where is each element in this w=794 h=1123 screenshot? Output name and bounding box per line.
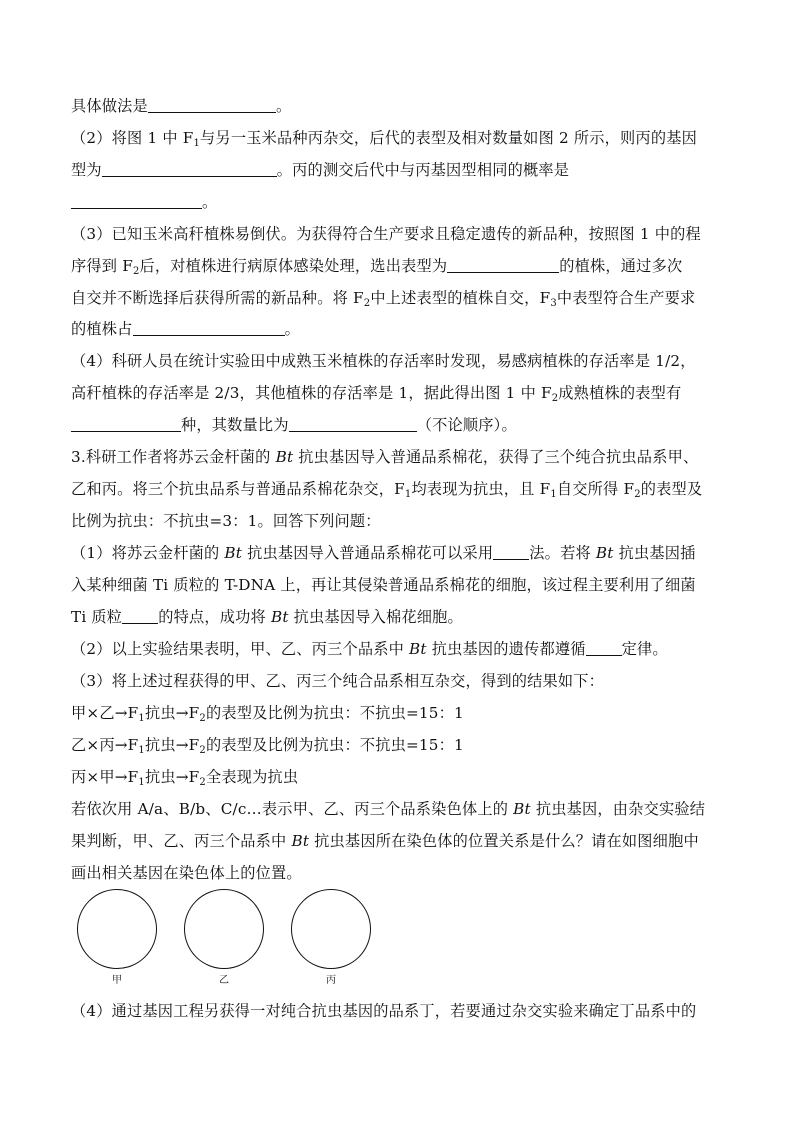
text-line: 画出相关基因在染色体上的位置。 — [71, 864, 302, 882]
text-line: 比例为抗虫：不抗虫=3：1。回答下列问题： — [71, 512, 381, 530]
text-line: 3.科研工作者将苏云金杆菌的 Bt 抗虫基因导入普通品系棉花，获得了三个纯合抗虫品系甲、 — [71, 448, 699, 466]
answer-blank[interactable] — [493, 544, 529, 560]
text-line: 序得到 $F_2$后，对植株进行病原体感染处理，选出表型为 的植株，通过多次 — [71, 257, 683, 277]
text-line: 型为 。丙的测交后代中与丙基因型相同的概率是 — [71, 161, 570, 179]
answer-blank[interactable] — [102, 161, 277, 177]
answer-blank[interactable] — [148, 97, 276, 113]
text-line: （3）已知玉米高秆植株易倒伏。为获得符合生产要求且稳定遗传的新品种，按照图 1 中的程 — [71, 225, 701, 243]
cell-label: 乙 — [219, 975, 229, 986]
answer-blank[interactable] — [289, 416, 417, 432]
text-line: 的植株占 。 — [71, 320, 300, 338]
text-line: 果判断，甲、乙、丙三个品系中 Bt 抗虫基因所在染色体的位置关系是什么？请在如图细胞中 — [71, 832, 699, 850]
text-line: 乙和丙。将三个抗虫品系与普通品系棉花杂交，$F_1$均表现为抗虫，且 $F_1$自交所得 $F_2$的表型及 — [71, 480, 703, 500]
text-line: （4）通过基因工程另获得一对纯合抗虫基因的品系丁，若要通过杂交实验来确定丁品系中的 — [71, 1002, 697, 1020]
cell-label: 甲 — [112, 975, 122, 986]
text-line: 高秆植株的存活率是 2/3，其他植株的存活率是 1，据此得出图 1 中 $F_2$成熟植株的表型有 — [71, 384, 682, 404]
text-line: （2）将图 1 中 $F_1$与另一玉米品种丙杂交，后代的表型及相对数量如图 2 所示，则丙的基因 — [71, 129, 697, 149]
cell-circle-jia[interactable] — [77, 889, 157, 969]
text-line: （2）以上实验结果表明，甲、乙、丙三个品系中 Bt 抗虫基因的遗传都遵循 定律。 — [71, 640, 668, 658]
text-line: （3）将上述过程获得的甲、乙、丙三个纯合品系相互杂交，得到的结果如下： — [71, 672, 605, 690]
text-line: 甲×乙$\to F_1$抗虫$\to F_2$的表型及比例为抗虫：不抗虫=15：1 — [71, 704, 464, 724]
answer-blank[interactable] — [122, 608, 158, 624]
text-line: 丙×甲$\to F_1$抗虫$\to F_2$全表现为抗虫 — [71, 768, 299, 788]
text-line: 种，其数量比为 （不论顺序）。 — [71, 415, 517, 435]
answer-blank[interactable] — [71, 193, 202, 209]
text-line: （4）科研人员在统计实验田中成熟玉米植株的存活率时发现，易感病植株的存活率是 1/2， — [71, 352, 696, 370]
answer-blank[interactable] — [586, 640, 622, 656]
text-line: Ti 质粒 的特点，成功将 Bt 抗虫基因导入棉花细胞。 — [71, 608, 463, 626]
text-line: 乙×丙$\to F_1$抗虫$\to F_2$的表型及比例为抗虫：不抗虫=15：1 — [71, 736, 464, 756]
text-line: （1）将苏云金杆菌的 Bt 抗虫基因导入普通品系棉花可以采用 法。若将 Bt 抗虫基因插 — [71, 544, 696, 562]
text-line: 若依次用 A/a、B/b、C/c…表示甲、乙、丙三个品系染色体上的 Bt 抗虫基因，由杂交实验结 — [71, 800, 706, 818]
text-line: 。 — [71, 192, 217, 212]
answer-blank[interactable] — [133, 320, 285, 336]
text-line: 自交并不断选择后获得所需的新品种。将 $F_2$中上述表型的植株自交，$F_3$中表型符合生产要求 — [71, 289, 696, 309]
cell-label: 丙 — [326, 975, 336, 986]
text-line: 入某种细菌 Ti 质粒的 T-DNA 上，再让其侵染普通品系棉花的细胞，该过程主要利用了细菌 — [71, 576, 696, 594]
answer-blank[interactable] — [71, 416, 181, 432]
answer-blank[interactable] — [447, 257, 559, 273]
cell-circle-yi[interactable] — [184, 889, 264, 969]
text-line: 具体做法是 。 — [71, 97, 292, 115]
cell-circle-bing[interactable] — [291, 889, 371, 969]
